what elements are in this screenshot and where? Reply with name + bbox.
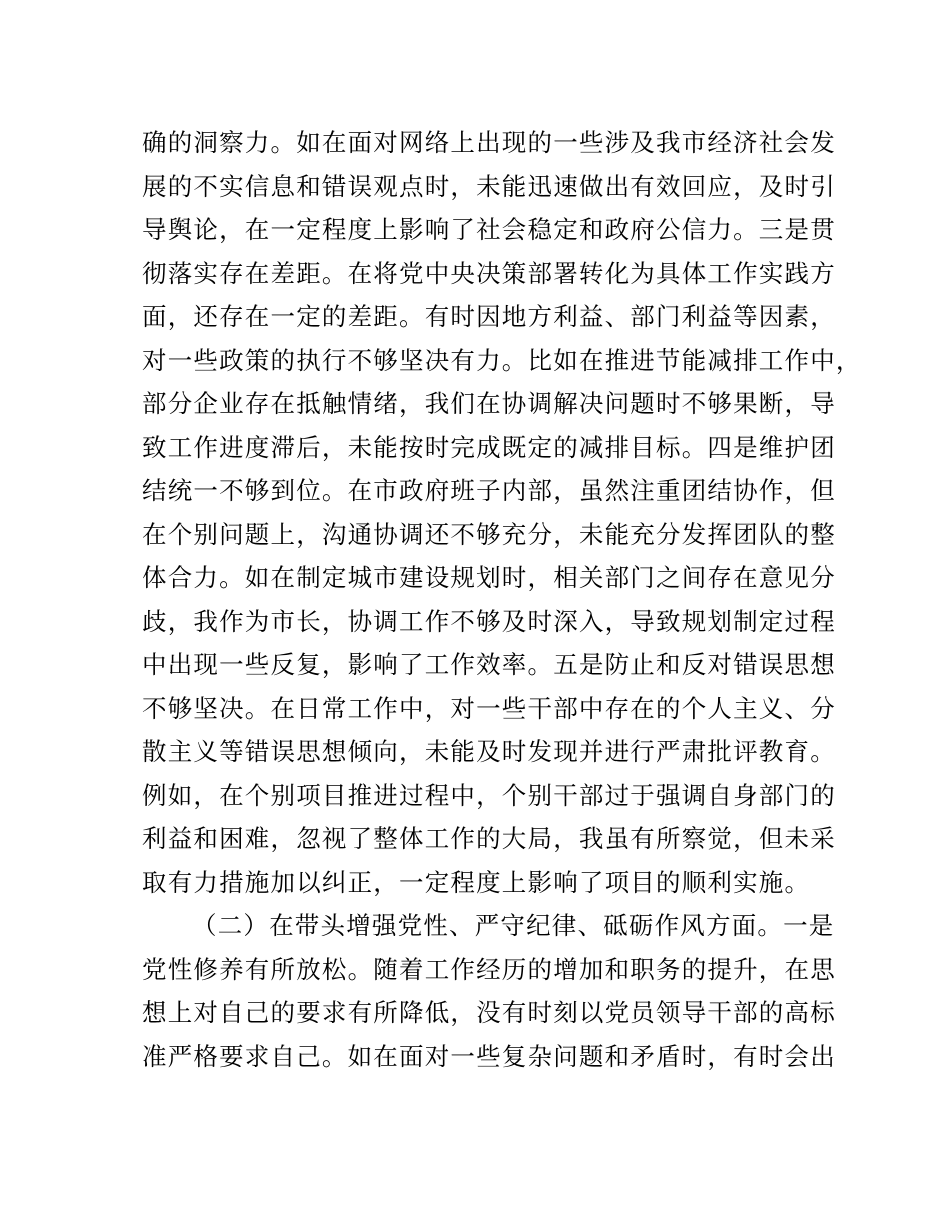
text-line: 面，还存在一定的差距。有时因地方利益、部门利益等因素， <box>142 302 836 331</box>
text-line: 导舆论，在一定程度上影响了社会稳定和政府公信力。三是贯 <box>142 215 836 244</box>
paragraph-1 <box>142 121 862 904</box>
text-line: 准严格要求自己。如在面对一些复杂问题和矛盾时，有时会出 <box>142 1041 836 1071</box>
text-line: 致工作进度滞后，未能按时完成既定的减排目标。四是维护团 <box>142 432 836 462</box>
text-line: 展的不实信息和错误观点时，未能迅速做出有效回应，及时引 <box>142 171 836 201</box>
text-line: 体合力。如在制定城市建设规划时，相关部门之间存在意见分 <box>142 563 836 592</box>
text-line: 不够坚决。在日常工作中，对一些干部中存在的个人主义、分 <box>142 693 836 723</box>
text-line: 例如，在个别项目推进过程中，个别干部过于强调自身部门的 <box>142 780 836 810</box>
paragraph-2 <box>142 904 836 1078</box>
text-line: 彻落实存在差距。在将党中央决策部署转化为具体工作实践方 <box>142 258 836 288</box>
text-line: 散主义等错误思想倾向，未能及时发现并进行严肃批评教育。 <box>142 737 836 766</box>
text-line: 利益和困难，忽视了整体工作的大局，我虽有所察觉，但未采 <box>142 824 836 853</box>
text-line: 结统一不够到位。在市政府班子内部，虽然注重团结协作，但 <box>142 476 836 505</box>
text-line: 取有力措施加以纠正，一定程度上影响了项目的顺利实施。 <box>142 867 811 897</box>
text-line: 对一些政策的执行不够坚决有力。比如在推进节能减排工作中， <box>142 345 862 375</box>
text-line: 想上对自己的要求有所降低，没有时刻以党员领导干部的高标 <box>142 998 836 1027</box>
text-line: 中出现一些反复，影响了工作效率。五是防止和反对错误思想 <box>142 650 836 679</box>
section-heading-line: （二）在带头增强党性、严守纪律、砥砺作风方面。一是 <box>192 911 835 940</box>
text-line: 部分企业存在抵触情绪，我们在协调解决问题时不够果断，导 <box>142 389 836 418</box>
text-line: 党性修养有所放松。随着工作经历的增加和职务的提升，在思 <box>142 954 836 984</box>
text-line: 确的洞察力。如在面对网络上出现的一些涉及我市经济社会发 <box>142 128 836 157</box>
text-line: 歧，我作为市长，协调工作不够及时深入，导致规划制定过程 <box>142 606 836 636</box>
text-line: 在个别问题上，沟通协调还不够充分，未能充分发挥团队的整 <box>142 519 836 549</box>
